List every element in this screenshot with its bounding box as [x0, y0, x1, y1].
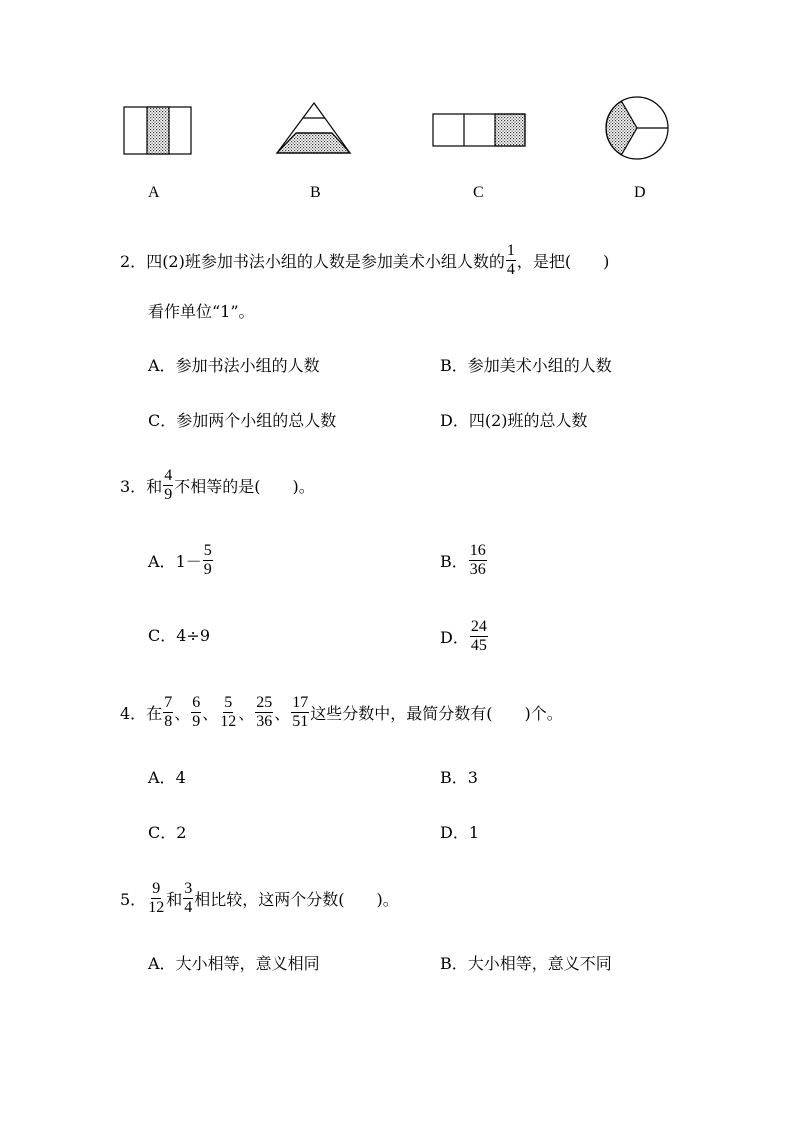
option-4d[interactable]: D．1: [440, 823, 480, 842]
separator: 、: [174, 703, 191, 723]
fraction: $\frac{17}{51}$: [292, 693, 309, 730]
figure-label-a: A: [148, 184, 160, 201]
figure-d-shape: [606, 97, 668, 159]
question-5: [120, 878, 399, 918]
question-text-end: 相比较，这两个分数( )。: [194, 889, 399, 909]
separator: 、: [202, 703, 219, 723]
option-4b[interactable]: B．3: [440, 768, 478, 787]
option-2c[interactable]: C．参加两个小组的总人数: [148, 411, 337, 430]
fraction: $\frac{5}{12}$: [220, 693, 237, 730]
separator: 、: [238, 703, 255, 723]
figure-a-shape: [124, 107, 191, 154]
figure-label-d: D: [634, 184, 646, 201]
figure-b-shape: [277, 103, 350, 153]
question-number: 4．: [120, 703, 147, 723]
fraction: $\frac{1}{4}$: [506, 241, 515, 278]
fraction: $\frac{7}{8}$: [164, 693, 173, 730]
option-5a[interactable]: A．大小相等，意义相同: [148, 954, 320, 973]
question-text: 和: [146, 476, 163, 496]
fraction: $\frac{24}{45}$: [470, 617, 487, 654]
question-text: 在: [146, 703, 163, 723]
question-text: 四(2)班参加书法小组的人数是参加美术小组人数的: [146, 251, 505, 271]
separator: 、: [274, 703, 291, 723]
fraction: $\frac{5}{9}$: [203, 541, 212, 578]
option-3c[interactable]: C．4÷9: [148, 626, 211, 645]
figure-c-shape: [433, 114, 525, 146]
question-number: 5．: [120, 889, 147, 909]
fraction: $\frac{25}{36}$: [256, 693, 273, 730]
option-3a[interactable]: A． 1－ $\frac{5}{9}$: [148, 541, 212, 578]
figure-label-c: C: [473, 184, 484, 201]
option-4c[interactable]: C．2: [148, 823, 187, 842]
option-5b[interactable]: B．大小相等，意义不同: [440, 954, 612, 973]
question-2-line-2: 看作单位“1”。: [148, 302, 255, 321]
fraction: $\frac{4}{9}$: [164, 466, 173, 503]
fraction: $\frac{9}{12}$: [148, 879, 165, 916]
question-text-end: ，是把( ): [516, 251, 610, 271]
option-2a[interactable]: A．参加书法小组的人数: [148, 356, 320, 375]
question-number: 3．: [120, 476, 147, 496]
option-2b[interactable]: B．参加美术小组的人数: [440, 356, 612, 375]
question-2: [120, 240, 609, 280]
question-text: 和: [166, 889, 183, 909]
option-3b[interactable]: B． $\frac{16}{36}$: [440, 541, 486, 578]
option-2d[interactable]: D．四(2)班的总人数: [440, 411, 588, 430]
question-3: [120, 465, 315, 505]
option-3d[interactable]: D． $\frac{24}{45}$: [440, 617, 487, 654]
fraction: $\frac{6}{9}$: [192, 693, 201, 730]
fraction: $\frac{16}{36}$: [469, 541, 486, 578]
question-number: 2．: [120, 251, 147, 271]
option-4a[interactable]: A．4: [148, 768, 186, 787]
figure-label-b: B: [310, 184, 321, 201]
question-text-end: 不相等的是( )。: [174, 476, 315, 496]
question-text-end: 这些分数中，最简分数有( )个。: [310, 703, 563, 723]
fraction: $\frac{3}{4}$: [184, 879, 193, 916]
figure-row: [0, 0, 794, 230]
question-4: [120, 692, 563, 732]
